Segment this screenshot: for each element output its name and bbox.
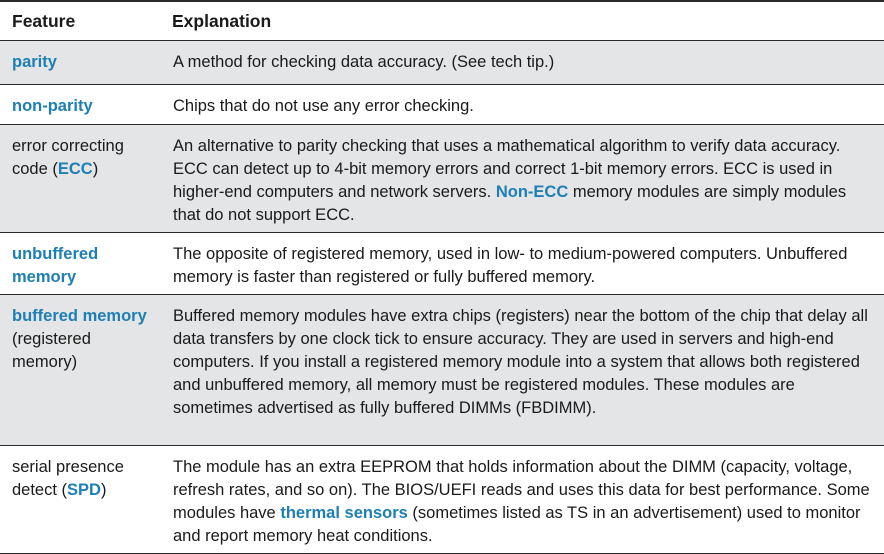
table-row bbox=[0, 295, 884, 446]
explanation-cell bbox=[160, 85, 884, 125]
feature-cell bbox=[0, 125, 160, 233]
table-row bbox=[0, 233, 884, 295]
cell-text: A method for checking data accuracy. (See tech tip.) bbox=[173, 53, 555, 71]
cell-text: An alternative to parity checking that uses a mathematical algorithm to verify data accuracy. ECC can detect up to 4-bit memory errors and correct 1-bit memory errors. ECC is used in higher-end computers and network servers. bbox=[173, 137, 841, 201]
table-row bbox=[0, 446, 884, 554]
feature-cell bbox=[0, 85, 160, 125]
table-row bbox=[0, 125, 884, 233]
explanation-cell bbox=[160, 295, 884, 446]
feature-cell bbox=[0, 233, 160, 295]
feature-cell bbox=[0, 41, 160, 85]
cell-text: serial presence detect ( bbox=[12, 458, 124, 499]
cell-text: error correcting code ( bbox=[12, 137, 124, 178]
cell-text: memory modules are simply modules that do not support ECC. bbox=[173, 183, 847, 224]
key-term: SPD bbox=[67, 481, 101, 499]
explanation-cell bbox=[160, 446, 884, 554]
cell-text: (registered memory) bbox=[12, 330, 91, 371]
cell-text: The opposite of registered memory, used in low- to medium-powered computers. Unbuffered memory is faster than registered or fully buffered memory. bbox=[173, 245, 848, 286]
cell-text: Buffered memory modules have extra chips (registers) near the bottom of the chip that delay all data transfers by one clock tick to ensure accuracy. They are used in servers and high-end computers. If you install a registered memory module into a system that allows both registered and unbuffered memory, all memory must be registered modules. These modules are sometimes advertised as fully buffered DIMMs (FBDIMM). bbox=[173, 307, 868, 417]
key-term: unbuffered memory bbox=[12, 245, 99, 286]
table-header-row bbox=[0, 1, 884, 41]
table-row bbox=[0, 41, 884, 85]
feature-cell bbox=[0, 446, 160, 554]
explanation-cell bbox=[160, 233, 884, 295]
key-term: ECC bbox=[57, 160, 93, 178]
explanation-column-header: Explanation bbox=[160, 1, 884, 41]
table-row bbox=[0, 85, 884, 125]
cell-text: The module has an extra EEPROM that holds information about the DIMM (capacity, voltage, refresh rates, and so on). The BIOS/UEFI reads and uses this data for best performance. Some modules have bbox=[173, 458, 870, 522]
key-term: thermal sensors bbox=[280, 504, 408, 522]
cell-text: ) bbox=[100, 481, 107, 499]
feature-cell bbox=[0, 295, 160, 446]
feature-column-header: Feature bbox=[0, 1, 160, 41]
key-term: Non-ECC bbox=[495, 183, 569, 201]
key-term: parity bbox=[12, 53, 57, 71]
cell-text: ) bbox=[92, 160, 99, 178]
explanation-cell bbox=[160, 41, 884, 85]
key-term: buffered memory bbox=[12, 307, 147, 325]
table-body bbox=[0, 41, 884, 554]
cell-text: (sometimes listed as TS in an advertisement) used to monitor and report memory heat conditions. bbox=[173, 504, 861, 545]
explanation-cell bbox=[160, 125, 884, 233]
key-term: non-parity bbox=[12, 97, 93, 115]
cell-text: Chips that do not use any error checking. bbox=[173, 97, 474, 115]
